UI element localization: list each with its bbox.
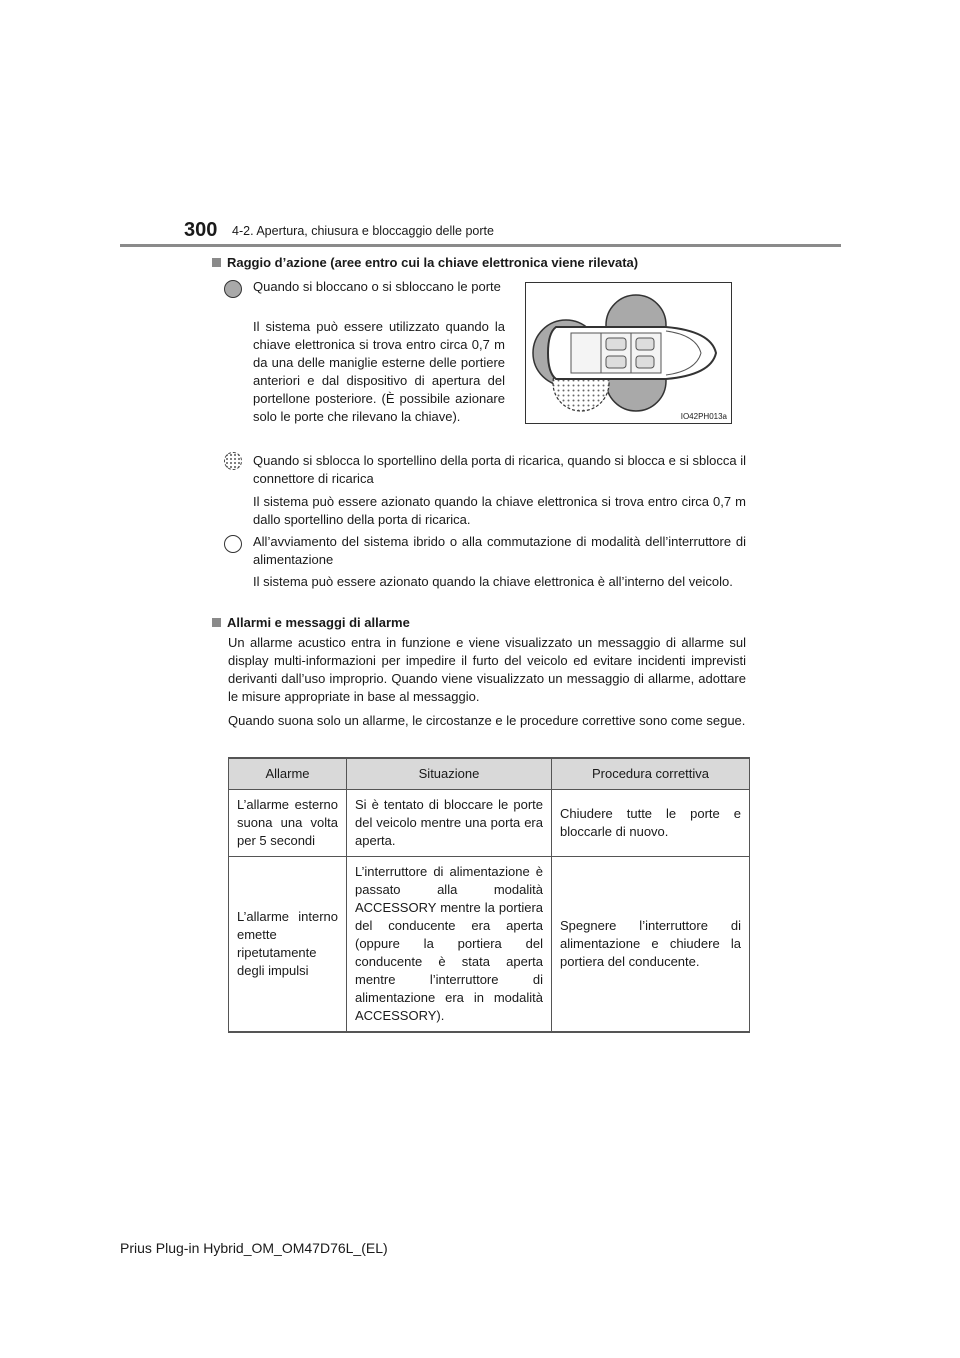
dotted-zone-icon: [224, 452, 242, 470]
section-heading-alarms: [212, 615, 410, 630]
alarms-paragraph-2: Quando suona solo un allarme, le circostanze e le procedure correttive sono come segue.: [228, 713, 746, 728]
item1-body: Il sistema può essere utilizzato quando la chiave elettronica si trova entro circa 0,7 m da una delle maniglie esterne delle portiere anteriori e dal dispositivo di apertura del portellone posteriore. (È possibile azionare solo le porte che rilevano la chiave).: [253, 319, 505, 424]
table-cell: Spegnere l’interruttore di alimentazione e chiudere la portiera del conducente.: [552, 857, 750, 1033]
table-row: [229, 857, 750, 1033]
col-header-situation: Situazione: [347, 758, 552, 790]
table-cell: L’allarme esterno suona una volta per 5 secondi: [229, 790, 347, 857]
detection-range-figure: [525, 282, 732, 424]
item2-body: Il sistema può essere azionato quando la chiave elettronica si trova entro circa 0,7 m dallo sportellino della porta di ricarica.: [253, 494, 746, 527]
table-cell: L’interruttore di alimentazione è passato alla modalità ACCESSORY mentre la portiera del conducente era aperta (oppure la portiera del conducente è stata aperta mentre l’interruttore di alimentazione era in modalità ACCESSORY).: [347, 857, 552, 1033]
page-number: 300: [184, 219, 218, 241]
item1-title: Quando si bloccano o si sbloccano le porte: [253, 279, 501, 294]
col-header-procedure: Procedura correttiva: [552, 758, 750, 790]
figure-label: IO42PH013a: [680, 412, 727, 421]
header-rule: [120, 244, 841, 247]
header-title: 4-2. Apertura, chiusura e bloccaggio delle porte: [232, 224, 494, 238]
square-bullet-icon: [212, 618, 221, 627]
footer-document-id: Prius Plug-in Hybrid_OM_OM47D76L_(EL): [120, 1240, 388, 1256]
car-top-view-illustration: [526, 283, 731, 423]
item3-body: Il sistema può essere azionato quando la chiave elettronica è all’interno del veicolo.: [253, 574, 733, 589]
grey-zone-icon: [224, 280, 242, 298]
section-heading-range: [212, 255, 638, 270]
white-zone-icon: [224, 535, 242, 553]
table-header-row: [229, 758, 750, 790]
table-cell: Chiudere tutte le porte e bloccarle di nuovo.: [552, 790, 750, 857]
square-bullet-icon: [212, 258, 221, 267]
alarm-table: [228, 757, 750, 1033]
table-cell: Si è tentato di bloccare le porte del veicolo mentre una porta era aperta.: [347, 790, 552, 857]
section-heading-text: Allarmi e messaggi di allarme: [227, 615, 410, 630]
table-row: [229, 790, 750, 857]
item3-title: All’avviamento del sistema ibrido o alla commutazione di modalità dell’interruttore di alimentazione: [253, 534, 746, 567]
alarms-paragraph-1: Un allarme acustico entra in funzione e viene visualizzato un messaggio di allarme sul display multi-informazioni per impedire il furto del veicolo ed evitare incidenti imprevisti derivanti dall’uso improprio. Quando viene visualizzato un messaggio di allarme, adottare le misure appropriate in base al messaggio.: [228, 635, 746, 704]
item2-title: Quando si sblocca lo sportellino della porta di ricarica, quando si blocca e si sblocca il connettore di ricarica: [253, 453, 746, 486]
section-heading-text: Raggio d’azione (aree entro cui la chiave elettronica viene rilevata): [227, 255, 639, 270]
table-cell: L’allarme interno emette ripetutamente degli impulsi: [229, 857, 347, 1033]
col-header-alarm: Allarme: [229, 758, 347, 790]
